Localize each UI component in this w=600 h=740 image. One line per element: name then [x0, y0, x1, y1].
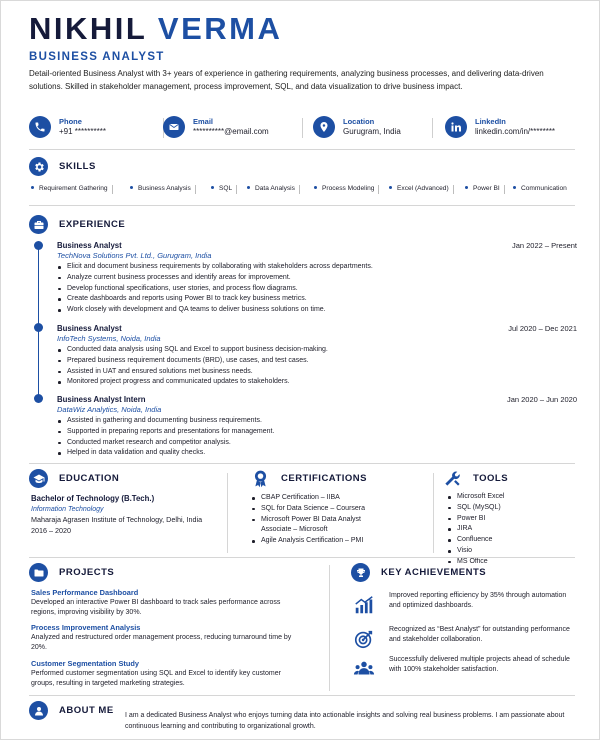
skills-list [31, 185, 577, 197]
location-value: Gurugram, India [343, 127, 401, 136]
column-divider [329, 565, 330, 691]
timeline-dot [34, 394, 43, 403]
briefcase-icon [29, 215, 48, 234]
tool-item: Microsoft Excel [447, 492, 577, 503]
contact-linkedin [445, 114, 577, 144]
section-title: EXPERIENCE [59, 219, 126, 230]
section-title: SKILLS [59, 161, 96, 172]
phone-value: +91 ********** [59, 127, 106, 136]
project-entry [31, 587, 306, 618]
achievement-item [353, 655, 578, 685]
first-name: NIKHIL [29, 11, 147, 46]
last-name: VERMA [157, 11, 283, 46]
graduation-cap-icon [29, 469, 48, 488]
contact-email [163, 114, 293, 144]
section-title: CERTIFICATIONS [281, 473, 367, 484]
user-icon [29, 701, 48, 720]
contact-label: Location [343, 117, 375, 126]
divider [432, 118, 433, 138]
tool-item: SQL (MySQL) [447, 503, 577, 514]
job-bullet: Develop functional specifications, user stories, and process flow diagrams. [57, 284, 577, 295]
education-entry [31, 493, 221, 536]
email-value[interactable]: **********@email.com [193, 127, 269, 136]
job-entry [57, 241, 577, 316]
certification-item: SQL for Data Science – Coursera [251, 504, 431, 515]
skill-item: Requirement Gathering [31, 185, 108, 192]
certification-item: CBAP Certification – IIBA [251, 493, 431, 504]
skill-item: SQL [211, 185, 232, 192]
job-bullet: Monitored project progress and communicated updates to stakeholders. [57, 377, 577, 388]
job-title: Business Analyst Intern [57, 395, 146, 404]
skill-item: Excel (Advanced) [389, 185, 449, 192]
timeline-line [38, 245, 39, 399]
growth-chart-icon [353, 594, 375, 616]
project-description: Analyzed and restructured order management process, reducing turnaround time by 20%. [31, 634, 292, 652]
tool-item: MS Office [447, 557, 577, 568]
job-role: BUSINESS ANALYST [29, 51, 165, 63]
project-title: Sales Performance Dashboard [31, 588, 139, 597]
achievement-text: Recognized as “Best Analyst” for outstanding performance and stakeholder collaboration. [389, 626, 570, 644]
section-title: ABOUT ME [59, 705, 114, 716]
job-bullet: Assisted in gathering and documenting business requirements. [57, 416, 577, 427]
skill-item: Process Modeling [314, 185, 374, 192]
divider [29, 557, 575, 558]
job-dates: Jan 2022 – Present [511, 241, 577, 250]
project-description: Performed customer segmentation using SQL and Excel to identify key customer groups, resulting in targeted marketing strategies. [31, 670, 281, 688]
project-title: Process Improvement Analysis [31, 623, 141, 632]
divider [29, 695, 575, 696]
achievement-item [353, 591, 578, 621]
contact-phone [29, 114, 149, 144]
job-dates: Jul 2020 – Dec 2021 [508, 324, 577, 333]
skill-item: Business Analysis [130, 185, 191, 192]
divider [29, 205, 575, 206]
contact-location [313, 114, 433, 144]
section-title: TOOLS [473, 473, 509, 484]
linkedin-icon [445, 116, 467, 138]
timeline-dot [34, 241, 43, 250]
job-company: DataWiz Analytics, Noida, India [57, 405, 162, 414]
location-pin-icon [313, 116, 335, 138]
contact-label: LinkedIn [475, 117, 506, 126]
tool-item: JIRA [447, 524, 577, 535]
job-bullet: Helped in data validation and quality checks. [57, 448, 577, 459]
project-title: Customer Segmentation Study [31, 659, 139, 668]
tool-item: Confluence [447, 535, 577, 546]
job-bullet: Work closely with development and QA teams to deliver business solutions on time. [57, 305, 577, 316]
folder-icon [29, 563, 48, 582]
field-of-study: Information Technology [31, 506, 104, 513]
achievement-text: Improved reporting efficiency by 35% through automation and optimized dashboards. [389, 592, 567, 610]
education-years: 2016 – 2020 [31, 525, 71, 535]
skill-item: Power BI [465, 185, 500, 192]
degree: Bachelor of Technology (B.Tech.) [31, 494, 155, 503]
project-entry [31, 658, 306, 689]
timeline-dot [34, 323, 43, 332]
achievement-text: Successfully delivered multiple projects ahead of schedule with 100% stakeholder satisfaction. [389, 656, 570, 674]
job-company: TechNova Solutions Pvt. Ltd., Gurugram, India [57, 251, 212, 260]
divider [29, 149, 575, 150]
linkedin-value[interactable]: linkedin.com/in/******** [475, 127, 556, 136]
column-divider [433, 473, 434, 553]
award-badge-icon [251, 469, 270, 488]
about-text: I am a dedicated Business Analyst who enjoys turning data into actionable insights and solving real business problems. I am passionate about continuous learning and contributing to organizational growth. [125, 712, 565, 730]
project-description: Developed an interactive Power BI dashboard to track sales performance across regions, improving visibility by 30%. [31, 599, 281, 617]
certification-item: Microsoft Power BI Data Analyst Associate – Microsoft [251, 515, 391, 537]
certifications-list [251, 493, 431, 547]
job-bullet: Elicit and document business requirements by collaborating with stakeholders across departments. [57, 262, 577, 273]
divider [29, 463, 575, 464]
tool-item: Visio [447, 546, 577, 557]
job-title: Business Analyst [57, 324, 122, 333]
job-entry [57, 395, 577, 459]
contact-label: Phone [59, 117, 82, 126]
job-bullet: Create dashboards and reports using Power BI to track key business metrics. [57, 294, 577, 305]
contact-label: Email [193, 117, 214, 126]
project-entry [31, 622, 306, 653]
candidate-name [29, 11, 282, 47]
job-bullet: Conducted data analysis using SQL and Excel to support business decision-making. [57, 345, 577, 356]
job-bullet: Prepared business requirement documents (BRD), use cases, and test cases. [57, 356, 577, 367]
job-dates: Jan 2020 – Jun 2020 [506, 395, 577, 404]
certification-item: Agile Analysis Certification – PMI [251, 536, 431, 547]
job-title: Business Analyst [57, 241, 122, 250]
job-bullet: Supported in preparing reports and presentations for management. [57, 427, 577, 438]
section-title: PROJECTS [59, 567, 115, 578]
summary-text: Detail-oriented Business Analyst with 3+ years of experience in gathering requirements, analyzing business processes, and delivering data-driven solutions. Skilled in stakeholder management, process improvement, SQL, and data visualization to drive business impact. [29, 69, 544, 91]
job-bullet: Conducted market research and competitor analysis. [57, 438, 577, 449]
tool-item: Power BI [447, 514, 577, 525]
divider [302, 118, 303, 138]
skill-item: Data Analysis [247, 185, 295, 192]
achievement-item [353, 625, 578, 655]
job-company: InfoTech Systems, Noida, India [57, 334, 161, 343]
target-icon [353, 628, 375, 650]
email-icon [163, 116, 185, 138]
trophy-icon [351, 563, 370, 582]
job-entry [57, 324, 577, 388]
tools-icon [443, 469, 462, 488]
column-divider [227, 473, 228, 553]
section-title: KEY ACHIEVEMENTS [381, 567, 487, 578]
skill-item: Communication [513, 185, 567, 192]
job-bullet: Analyze current business processes and identify areas for improvement. [57, 273, 577, 284]
team-icon [353, 658, 375, 680]
gear-icon [29, 157, 48, 176]
phone-icon [29, 116, 51, 138]
section-title: EDUCATION [59, 473, 120, 484]
contact-row [29, 114, 577, 144]
job-bullet: Assisted in UAT and ensured solutions met business needs. [57, 367, 577, 378]
institute: Maharaja Agrasen Institute of Technology, Delhi, India [31, 515, 203, 524]
